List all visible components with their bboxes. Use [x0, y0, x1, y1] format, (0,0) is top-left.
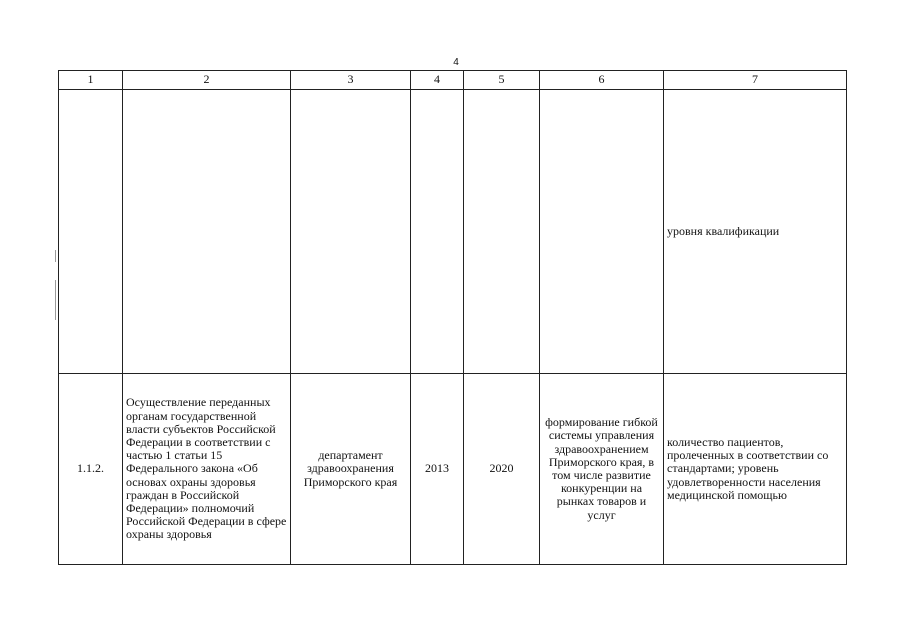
item-result: формирование гибкой системы управления здравоохранением Приморского края, в том числе развитие конкуренции на рынках товаров и услуг — [540, 374, 664, 565]
indicator-cell: уровня квалификации — [664, 90, 847, 374]
table-cell — [291, 90, 411, 374]
scan-mark — [55, 250, 56, 262]
column-header: 2 — [123, 71, 291, 90]
item-executor: департамент здравоохранения Приморского края — [291, 374, 411, 565]
item-description: Осуществление переданных органам государственной власти субъектов Российской Федерации в соответствии с частью 1 статьи 15 Федерального закона «Об основах охраны здоровья граждан в Российской Федерации» полномочий Российской Федерации в сфере охраны здоровья — [123, 374, 291, 565]
table-cell — [540, 90, 664, 374]
header-row — [59, 71, 847, 90]
scan-mark — [55, 280, 56, 320]
page-number: 4 — [453, 57, 459, 68]
column-header: 1 — [59, 71, 123, 90]
table-row — [59, 374, 847, 565]
table-cell — [464, 90, 540, 374]
table-cell — [59, 90, 123, 374]
item-indicators: количество пациентов, пролеченных в соответствии со стандартами; уровень удовлетворенности населения медицинской помощью — [664, 374, 847, 565]
item-number: 1.1.2. — [59, 374, 123, 565]
table-cell — [123, 90, 291, 374]
column-header: 7 — [664, 71, 847, 90]
column-header: 5 — [464, 71, 540, 90]
table-row-continuation — [59, 90, 847, 374]
column-header: 4 — [411, 71, 464, 90]
program-table — [58, 70, 847, 565]
column-header: 6 — [540, 71, 664, 90]
column-header: 3 — [291, 71, 411, 90]
item-start-year: 2013 — [411, 374, 464, 565]
table-cell — [411, 90, 464, 374]
item-end-year: 2020 — [464, 374, 540, 565]
